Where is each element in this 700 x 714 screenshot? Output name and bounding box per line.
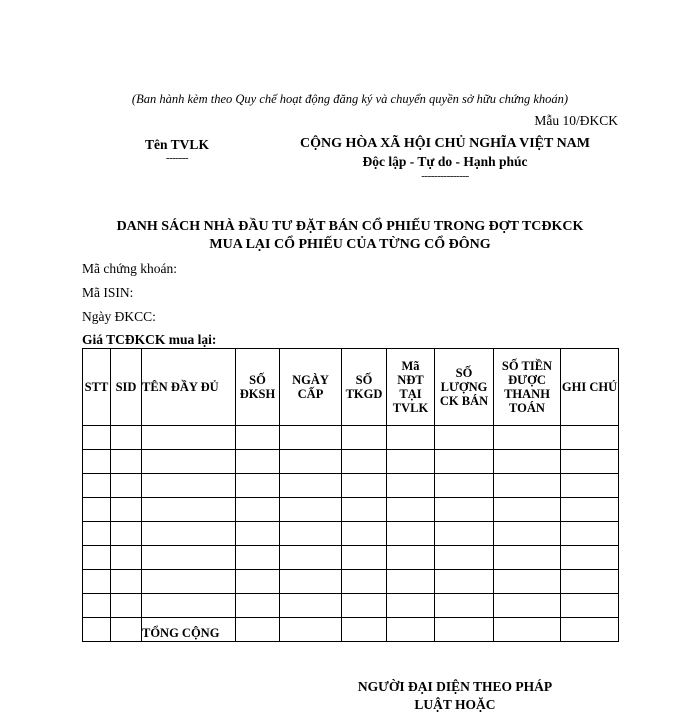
- table-cell: [83, 426, 111, 450]
- table-cell: [236, 474, 280, 498]
- table-cell: [111, 594, 142, 618]
- national-title: CỘNG HÒA XÃ HỘI CHỦ NGHĨA VIỆT NAM: [299, 136, 590, 151]
- column-header: STT: [83, 349, 111, 426]
- table-cell: [435, 522, 494, 546]
- table-cell: [435, 498, 494, 522]
- table-total-row: [83, 618, 619, 642]
- table-cell: [342, 594, 387, 618]
- table-cell: [111, 450, 142, 474]
- table-cell: [387, 522, 435, 546]
- table-cell: [494, 618, 561, 642]
- table-cell: [494, 570, 561, 594]
- column-header: SỐ ĐKSH: [236, 349, 280, 426]
- column-header: SỐ TIỀN ĐƯỢC THANH TOÁN: [494, 349, 561, 426]
- table-cell: [236, 594, 280, 618]
- table-cell: [435, 474, 494, 498]
- column-header: TÊN ĐẦY ĐỦ: [142, 349, 236, 426]
- table-cell: [142, 570, 236, 594]
- table-cell: [142, 474, 236, 498]
- table-cell: [83, 594, 111, 618]
- table-cell: [435, 570, 494, 594]
- record-date-field: Ngày ĐKCC:: [82, 309, 156, 324]
- table-cell: [111, 546, 142, 570]
- column-header: NGÀY CẤP: [280, 349, 342, 426]
- table-cell: [83, 522, 111, 546]
- preamble: (Ban hành kèm theo Quy chế hoạt động đăng ký và chuyển quyền sở hữu chứng khoán): [131, 92, 569, 106]
- table-cell: [561, 570, 619, 594]
- table-cell: [236, 570, 280, 594]
- table-cell: [111, 426, 142, 450]
- document-title-line-2: MUA LẠI CỔ PHIẾU CỦA TỪNG CỔ ĐÔNG: [209, 237, 491, 252]
- signatory-block: [330, 678, 580, 714]
- table-cell: [280, 498, 342, 522]
- table-row: [83, 522, 619, 546]
- table-cell: [435, 618, 494, 642]
- column-header: SỐ TKGD: [342, 349, 387, 426]
- table-cell: [142, 546, 236, 570]
- investor-table: [82, 348, 619, 642]
- table-cell: [494, 450, 561, 474]
- national-motto: Độc lập - Tự do - Hạnh phúc: [362, 154, 528, 169]
- table-cell: [561, 618, 619, 642]
- table-row: [83, 450, 619, 474]
- column-header: GHI CHÚ: [561, 349, 619, 426]
- table-cell: [342, 522, 387, 546]
- table-cell: [142, 426, 236, 450]
- table-cell: [111, 474, 142, 498]
- table-cell: [435, 594, 494, 618]
- org-name: Tên TVLK: [145, 137, 209, 152]
- table-cell: [435, 450, 494, 474]
- table-cell: [561, 594, 619, 618]
- table-cell: [236, 426, 280, 450]
- table-cell: [83, 450, 111, 474]
- table-cell: [342, 474, 387, 498]
- table-cell: [142, 450, 236, 474]
- table-header-row: [83, 349, 619, 426]
- column-header: SID: [111, 349, 142, 426]
- securities-code-field: Mã chứng khoán:: [82, 261, 178, 276]
- table-row: [83, 594, 619, 618]
- table-cell: [342, 570, 387, 594]
- table-cell: [236, 522, 280, 546]
- table-cell: [342, 426, 387, 450]
- table-cell: [561, 450, 619, 474]
- table-cell: [494, 546, 561, 570]
- table-cell: [111, 570, 142, 594]
- table-row: [83, 426, 619, 450]
- table-cell: [280, 618, 342, 642]
- table-cell: [83, 546, 111, 570]
- column-header: Mã NĐT TẠI TVLK: [387, 349, 435, 426]
- motto-divider: ---------------: [421, 170, 469, 182]
- buyback-price-field: Giá TCĐKCK mua lại:: [82, 332, 217, 347]
- table-cell: [111, 498, 142, 522]
- column-header: SỐ LƯỢNG CK BÁN: [435, 349, 494, 426]
- table-cell: [83, 570, 111, 594]
- table-cell: [280, 522, 342, 546]
- table-cell: [561, 426, 619, 450]
- table-cell: [111, 618, 142, 642]
- table-cell: [280, 570, 342, 594]
- table-cell: [342, 546, 387, 570]
- total-label: TỔNG CỘNG: [142, 618, 236, 642]
- table-cell: [387, 618, 435, 642]
- table-row: [83, 498, 619, 522]
- signatory-line-1: NGƯỜI ĐẠI DIỆN THEO PHÁP: [357, 679, 553, 694]
- table-cell: [387, 498, 435, 522]
- table-cell: [142, 498, 236, 522]
- table-cell: [494, 426, 561, 450]
- table-row: [83, 546, 619, 570]
- signatory-line-2: LUẬT HOẶC: [414, 697, 496, 712]
- form-code: Mẫu 10/ĐKCK: [534, 113, 618, 128]
- table-row: [83, 570, 619, 594]
- table-cell: [561, 546, 619, 570]
- table-cell: [142, 522, 236, 546]
- org-divider: -------: [165, 152, 189, 164]
- table-cell: [342, 498, 387, 522]
- table-cell: [494, 498, 561, 522]
- table-cell: [280, 474, 342, 498]
- table-cell: [236, 546, 280, 570]
- table-cell: [494, 474, 561, 498]
- table-cell: [435, 426, 494, 450]
- table-cell: [494, 594, 561, 618]
- table-cell: [111, 522, 142, 546]
- table-cell: [342, 618, 387, 642]
- table-cell: [387, 474, 435, 498]
- table-cell: [387, 546, 435, 570]
- table-cell: [494, 522, 561, 546]
- table-cell: [561, 498, 619, 522]
- table-cell: [280, 594, 342, 618]
- table-cell: [83, 474, 111, 498]
- table-cell: [387, 426, 435, 450]
- table-cell: [236, 450, 280, 474]
- document-title-line-1: DANH SÁCH NHÀ ĐẦU TƯ ĐẶT BÁN CỔ PHIẾU TRONG ĐỢT TCĐKCK: [116, 219, 584, 234]
- table-cell: [236, 498, 280, 522]
- table-cell: [83, 498, 111, 522]
- table-cell: [561, 474, 619, 498]
- table-cell: [236, 618, 280, 642]
- table-cell: [342, 450, 387, 474]
- table-cell: [561, 522, 619, 546]
- table-cell: [280, 546, 342, 570]
- table-cell: [142, 594, 236, 618]
- isin-code-field: Mã ISIN:: [82, 285, 134, 300]
- table-cell: [387, 594, 435, 618]
- table-cell: [83, 618, 111, 642]
- table-cell: [280, 450, 342, 474]
- table-cell: [387, 450, 435, 474]
- table-row: [83, 474, 619, 498]
- table-cell: [387, 570, 435, 594]
- table-cell: [280, 426, 342, 450]
- document-title: [60, 218, 640, 254]
- table-cell: [435, 546, 494, 570]
